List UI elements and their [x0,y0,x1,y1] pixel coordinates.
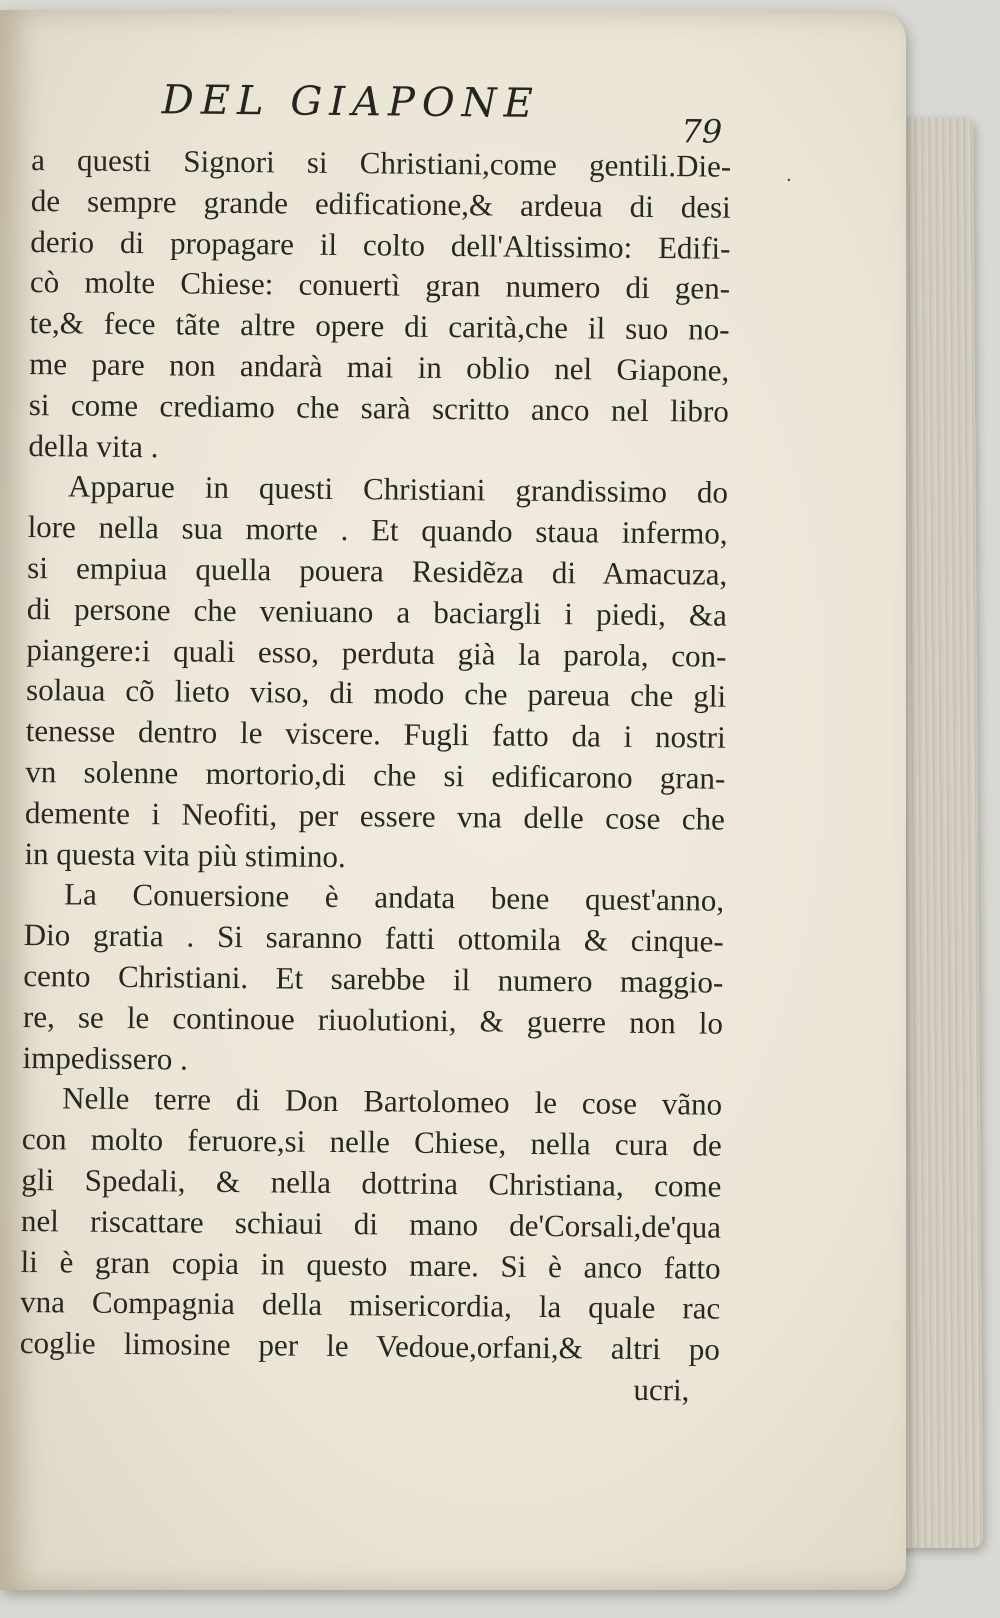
text-line: Apparue in questi Christiani grandissimo do [67,468,729,511]
text-line: nel riscattare schiaui di mano de'Corsali,de'qua [20,1202,722,1245]
text-line: coglie limosine per le Vedoue,orfani,& altri po [19,1325,720,1367]
text-line: te,& fece tãte altre opere di carità,che il suo no- [29,305,730,347]
text-line: a questi Signori si Christiani,come gentili.Die- [31,141,732,184]
text-line: tenesse dentro le viscere. Fugli fatto da i nostri [25,713,726,755]
text-line: di persone che veniuano a baciargli i piedi, &a [26,590,728,633]
text-line: si come crediamo che sarà scritto anco nel libro [28,386,729,429]
body-text [19,140,731,1411]
text-line: li è gran copia in questo mare. Si è anco fatto [20,1243,721,1286]
running-head-title: DEL GIAPONE [161,77,541,127]
text-line: lore nella sua morte . Et quando staua infermo, [27,509,728,551]
text-line: de sempre grande edificatione,& ardeua di desi [30,182,731,225]
text-line: re, se le continoue riuolutioni, & guerre non lo [22,998,724,1041]
catchword: ucri, [633,1371,690,1408]
running-head [31,76,750,151]
book-page [0,10,906,1590]
page-content [19,76,750,1412]
text-line: con molto feruore,si nelle Chiese, nella cura de [21,1121,722,1163]
text-line: gli Spedali, & nella dottrina Christiana, come [21,1161,722,1204]
text-line: vn solenne mortorio,di che si edificarono gran- [25,753,726,796]
text-line: derio di propagare il colto dell'Altissimo: Edifi- [30,223,731,266]
text-line: in questa vita più stimino. [24,835,346,874]
text-line: si empiua quella pouera Residẽza di Amacuza, [27,549,728,592]
text-line: cò molte Chiese: conuertì gran numero di gen- [29,264,731,307]
text-line: cento Christiani. Et sarebbe il numero maggio- [23,957,724,1000]
text-line: della vita . [28,427,159,464]
text-line: impedissero . [22,1039,189,1077]
page-number: 79 [681,112,723,151]
text-line: La Conuersione è andata bene quest'anno, [63,876,725,919]
text-line: solaua cõ lieto viso, di modo che pareua che gli [25,672,727,715]
text-line: Nelle terre di Don Bartolomeo le cose vãno [62,1080,723,1122]
text-line: me pare non andarà mai in oblio nel Giapone, [29,345,730,388]
text-line: Dio gratia . Si saranno fatti ottomila & cinque- [23,917,724,959]
ink-mark: · [786,170,792,191]
text-line: piangere:i quali esso, perduta già la parola, con- [26,631,727,674]
text-line: demente i Neofiti, per essere vna delle cose che [24,794,726,837]
text-line: vna Compagnia della misericordia, la quale rac [20,1284,721,1326]
